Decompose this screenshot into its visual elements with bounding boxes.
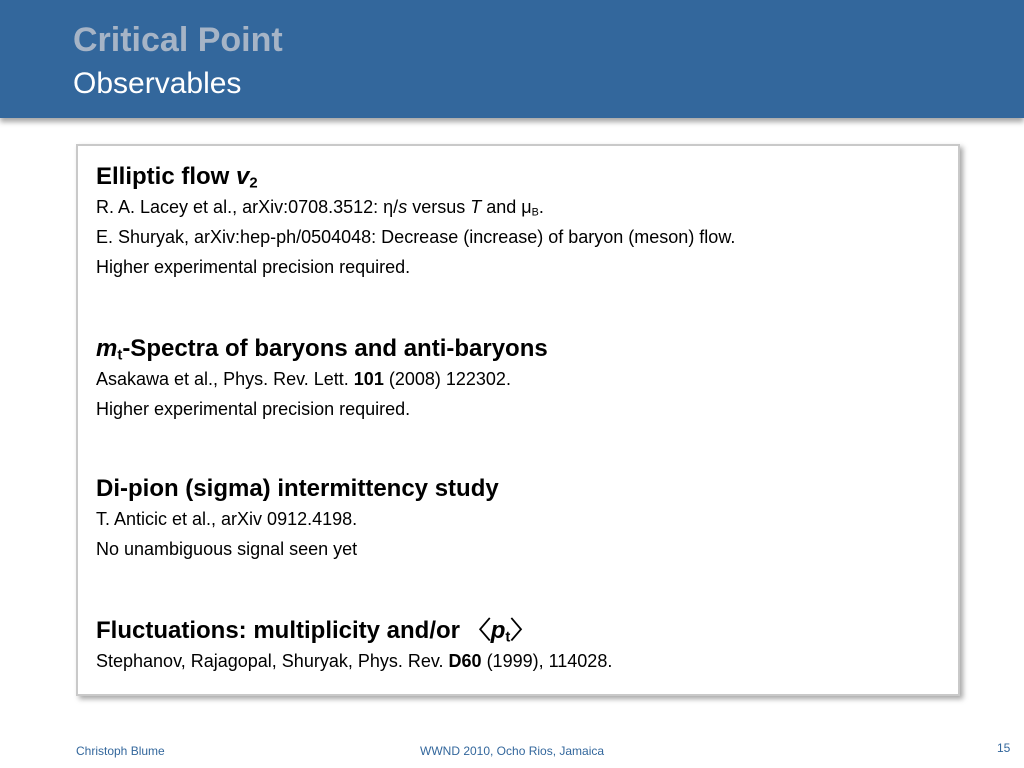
section-heading: [96, 616, 612, 646]
heading-subscript: 2: [249, 175, 258, 192]
note-line: Higher experimental precision required.: [96, 257, 411, 277]
section-heading: Di-pion (sigma) intermittency study: [96, 475, 499, 502]
section-fluctuations: [96, 616, 612, 676]
section-mt-spectra: [96, 334, 548, 424]
reference-line: T. Anticic et al., arXiv 0912.4198.: [96, 509, 358, 529]
line-text: Stephanov, Rajagopal, Shuryak, Phys. Rev.: [96, 651, 449, 671]
content-panel: [76, 144, 960, 696]
heading-text: -Spectra of baryons and anti-baryons: [122, 335, 548, 362]
line-text: and μ: [481, 197, 532, 217]
note-line: Higher experimental precision required.: [96, 399, 411, 419]
heading-subscript: t: [117, 347, 123, 364]
heading-subscript: t: [505, 629, 511, 646]
line-text: (2008) 122302.: [383, 369, 511, 389]
section-dipion: [96, 474, 499, 564]
heading-bracket: 〉: [510, 617, 535, 644]
line-italic: s: [398, 197, 408, 217]
line-text: (1999), 114028.: [481, 651, 613, 671]
heading-text: Fluctuations: multiplicity and/or: [96, 617, 467, 644]
line-text: .: [538, 197, 544, 217]
section-heading: [96, 162, 735, 192]
slide-title: Critical Point: [73, 21, 283, 59]
reference-line: E. Shuryak, arXiv:hep-ph/0504048: Decrease (increase) of baryon (meson) flow.: [96, 227, 736, 247]
line-bold: D60: [448, 651, 482, 671]
footer-event: WWND 2010, Ocho Rios, Jamaica: [420, 744, 605, 758]
line-bold: 101: [353, 369, 384, 389]
heading-text: Elliptic flow: [96, 163, 237, 190]
heading-bracket: 〈: [466, 617, 491, 644]
slide-subtitle: Observables: [73, 67, 242, 100]
note-line: No unambiguous signal seen yet: [96, 539, 358, 559]
reference-line: [96, 646, 612, 676]
reference-line: [96, 364, 548, 394]
reference-line: [96, 192, 735, 222]
section-elliptic-flow: [96, 162, 735, 282]
heading-variable: p: [490, 617, 506, 644]
title-bar: [0, 0, 1024, 118]
page-number: 15: [997, 741, 1011, 755]
heading-variable: m: [96, 335, 118, 362]
line-text: Asakawa et al., Phys. Rev. Lett.: [96, 369, 354, 389]
line-italic: T: [470, 197, 482, 217]
line-subscript: B: [531, 206, 539, 219]
footer-author: Christoph Blume: [76, 744, 165, 758]
section-heading: [96, 334, 548, 364]
heading-variable: v: [236, 163, 250, 190]
line-text: versus: [407, 197, 471, 217]
line-text: R. A. Lacey et al., arXiv:0708.3512: η/: [96, 197, 399, 217]
